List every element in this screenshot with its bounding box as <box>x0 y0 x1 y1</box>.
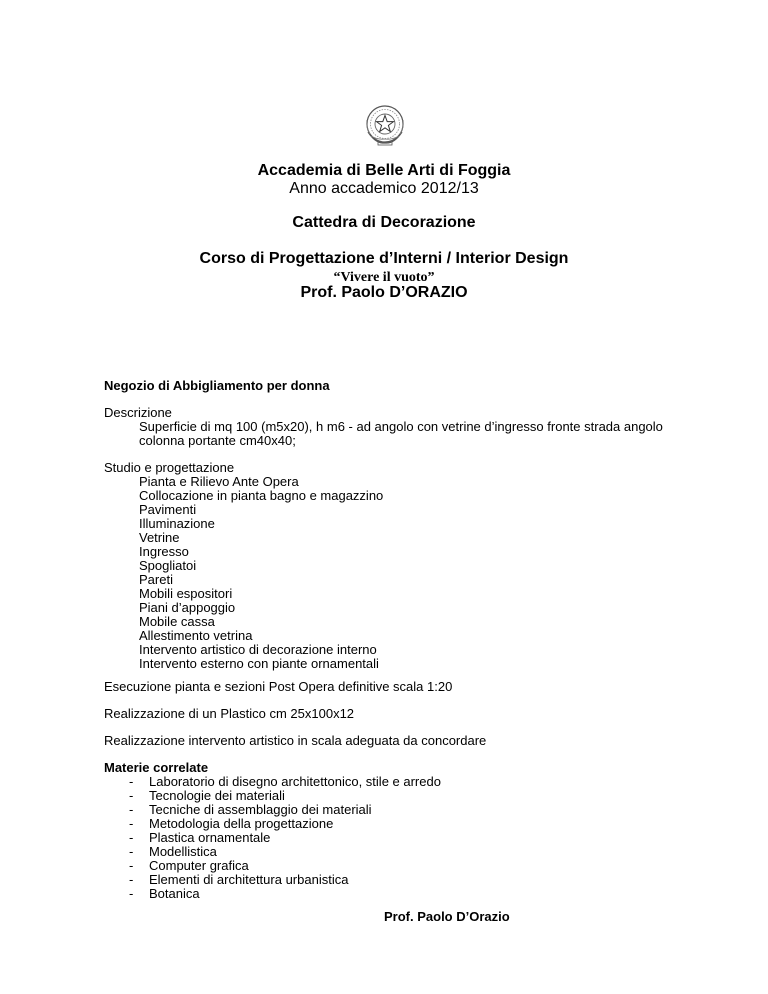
artistic-line: Realizzazione intervento artistico in scala adeguata da concordare <box>104 733 487 748</box>
related-subject-item: Botanica <box>149 886 200 901</box>
study-item: Vetrine <box>139 530 180 545</box>
study-item: Ingresso <box>139 544 189 559</box>
related-subject-item: Tecnologie dei materiali <box>149 788 285 803</box>
study-item: Pareti <box>139 572 173 587</box>
study-label: Studio e progettazione <box>104 460 235 475</box>
description-label: Descrizione <box>104 405 172 420</box>
related-subject-item: Computer grafica <box>149 858 249 873</box>
project-title: Negozio di Abbigliamento per donna <box>104 378 330 393</box>
study-item: Mobile cassa <box>139 614 215 629</box>
execution-line: Esecuzione pianta e sezioni Post Opera definitive scala 1:20 <box>104 679 453 694</box>
list-bullet: - <box>129 858 134 873</box>
list-bullet: - <box>129 816 134 831</box>
list-bullet: - <box>129 844 134 859</box>
related-subject-item: Plastica ornamentale <box>149 830 271 845</box>
related-subject-item: Elementi di architettura urbanistica <box>149 872 349 887</box>
model-line: Realizzazione di un Plastico cm 25x100x12 <box>104 706 355 721</box>
study-item: Intervento artistico di decorazione interno <box>139 642 377 657</box>
study-item: Pavimenti <box>139 502 197 517</box>
list-bullet: - <box>129 872 134 887</box>
study-item: Illuminazione <box>139 516 215 531</box>
academic-year: Anno accademico 2012/13 <box>289 180 479 197</box>
study-item: Allestimento vetrina <box>139 628 253 643</box>
italian-republic-emblem-icon <box>362 102 408 148</box>
professor-name: Prof. Paolo D’ORAZIO <box>300 284 468 301</box>
institution-name: Accademia di Belle Arti di Foggia <box>257 162 511 179</box>
description-line: colonna portante cm40x40; <box>139 433 296 448</box>
list-bullet: - <box>129 830 134 845</box>
related-subject-item: Tecniche di assemblaggio dei materiali <box>149 802 372 817</box>
list-bullet: - <box>129 886 134 901</box>
study-item: Collocazione in pianta bagno e magazzino <box>139 488 384 503</box>
course-theme: “Vivere il vuoto” <box>333 270 435 285</box>
list-bullet: - <box>129 774 134 789</box>
study-item: Pianta e Rilievo Ante Opera <box>139 474 299 489</box>
list-bullet: - <box>129 788 134 803</box>
signature: Prof. Paolo D’Orazio <box>384 909 510 924</box>
related-subjects-label: Materie correlate <box>104 760 209 775</box>
course-title: Corso di Progettazione d’Interni / Interior Design <box>199 250 569 267</box>
study-item: Intervento esterno con piante ornamentali <box>139 656 379 671</box>
study-item: Piani d’appoggio <box>139 600 236 615</box>
related-subject-item: Metodologia della progettazione <box>149 816 334 831</box>
study-item: Spogliatoi <box>139 558 197 573</box>
list-bullet: - <box>129 802 134 817</box>
related-subject-item: Laboratorio di disegno architettonico, stile e arredo <box>149 774 441 789</box>
related-subject-item: Modellistica <box>149 844 217 859</box>
description-line: Superficie di mq 100 (m5x20), h m6 - ad angolo con vetrine d’ingresso fronte strada angolo <box>139 419 663 434</box>
department-name: Cattedra di Decorazione <box>292 214 476 231</box>
study-item: Mobili espositori <box>139 586 233 601</box>
